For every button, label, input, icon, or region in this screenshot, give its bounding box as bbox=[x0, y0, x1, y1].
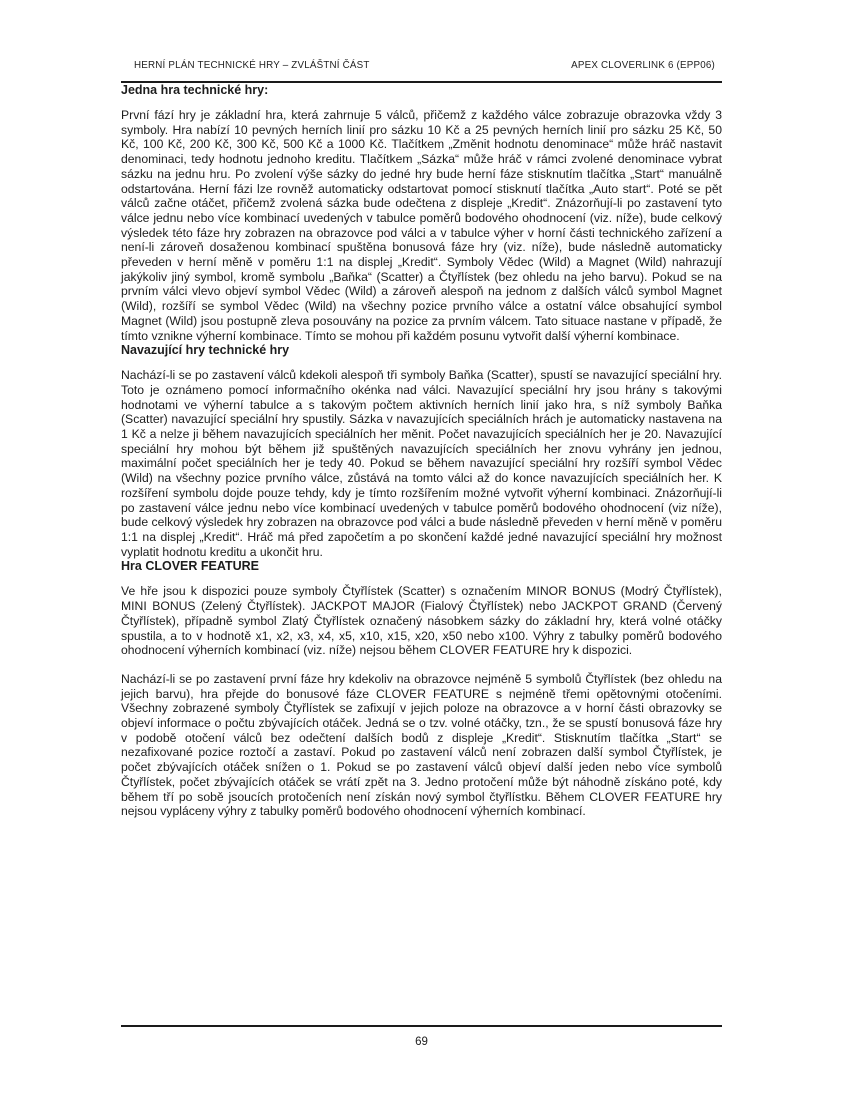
section-heading-jedna-hra: Jedna hra technické hry: bbox=[121, 83, 269, 97]
paragraph-clover-feature-symbols: Ve hře jsou k dispozici pouze symboly Čtyřlístek (Scatter) s označením MINOR BONUS (Modrý Čtyřlístek), MINI BONUS (Zelený Čtyřlístek). JACKPOT MAJOR (Fialový Čtyřlístek) nebo JACKPOT GRAND (Červený Čtyřlístek), případně symbol Zlatý Čtyřlístek označený násobkem sázky do základní hry, která volné otáčky spustila, a to v hodnotě x1, x2, x3, x4, x5, x10, x15, x20, x50 nebo x100. Výhry z tabulky poměrů bodového ohodnocení výherních kombinací (viz. níže) nejsou během CLOVER FEATURE hry k dispozici. bbox=[121, 584, 722, 658]
footer-rule bbox=[121, 1025, 722, 1027]
paragraph-jedna-hra: První fází hry je základní hra, která zahrnuje 5 válců, přičemž z každého válce zobrazuje obrazovka vždy 3 symboly. Hra nabízí 10 pevných herních linií pro sázku 10 Kč a 25 pevných herních linií pro sázku 25 Kč, 50 Kč, 100 Kč, 200 Kč, 300 Kč, 500 Kč a 1000 Kč. Tlačítkem „Změnit hodnotu denominace“ může hráč nastavit denominaci, tedy hodnotu jednoho kreditu. Tlačítkem „Sázka“ může hráč v rámci zvolené denominace vybrat sázku na jednu hru. Po zvolení výše sázky do jedné hry bude herní fáze stisknutím tlačítka „Start“ manuálně odstartována. Herní fázi lze rovněž automaticky odstartovat pomocí stisknutí tlačítka „Auto start“. Poté se pět válců začne otáčet, přičemž zvolená sázka bude odečtena z displeje „Kredit“. Znázorňují-li po zastavení tyto válce jednu nebo více kombinací uvedených v tabulce poměrů bodového ohodnocení (viz. níže), bude celkový výsledek této fáze hry zobrazen na obrazovce pod válci a v tabulce výher v horní části technického zařízení a není-li zároveň dosaženou kombinací spuštěna bonusová fáze hry (viz. níže), bude následně automaticky převeden v herní měně v poměru 1:1 na displej „Kredit“. Symboly Vědec (Wild) a Magnet (Wild) nahrazují jakýkoliv jiný symbol, kromě symbolu „Baňka“ (Scatter) a Čtyřlístek (bez ohledu na jeho barvu). Pokud se na prvním válci vlevo objeví symbol Vědec (Wild) a zároveň alespoň na jednom z dalších válců symbol Magnet (Wild), rozšíří se symbol Vědec (Wild) na všechny pozice prvního válce a ostatní válce obsahující symbol Magnet (Wild) jsou postupně zleva posouvány na pozice za prvním válcem. Tato situace nastane v případě, že tímto vznikne výherní kombinace. Tímto se mohou při každém posunu vytvořit další výherní kombinace. bbox=[121, 108, 722, 343]
header-left-title: HERNÍ PLÁN TECHNICKÉ HRY – ZVLÁŠTNÍ ČÁST bbox=[134, 60, 370, 71]
page-number: 69 bbox=[415, 1036, 428, 1048]
section-heading-clover-feature: Hra CLOVER FEATURE bbox=[121, 559, 259, 574]
paragraph-clover-feature-rules: Nachází-li se po zastavení první fáze hry kdekoliv na obrazovce nejméně 5 symbolů Čtyřlístek (bez ohledu na jejich barvu), hra přejde do bonusové fáze CLOVER FEATURE s nejméně třemi opětovnými otočeními. Všechny zobrazené symboly Čtyřlístek se zafixují v jejich poloze na obrazovce a v horní části obrazovky se objeví informace o počtu zbývajících otáček. Jedná se o tzv. volné otáčky, tzn., že se spustí bonusová fáze hry v podobě otočení válců bez odečtení dalších bodů z displeje „Kredit“. Stisknutím tlačítka „Start“ se nezafixované pozice roztočí a zastaví. Pokud po zastavení válců není zobrazen další symbol Čtyřlístek, je počet zbývajících otáček snížen o 1. Pokud se po zastavení válců objeví další jeden nebo více symbolů Čtyřlístek, počet zbývajících otáček se vrátí zpět na 3. Jedno protočení může být náhodně získáno poté, kdy během tří po sobě jsoucích protočeních není získán nový symbol čtyřlístku. Během CLOVER FEATURE hry nejsou vypláceny výhry z tabulky poměrů bodového ohodnocení výherních kombinací. bbox=[121, 671, 722, 819]
header-right-title: APEX CLOVERLINK 6 (EPP06) bbox=[571, 60, 715, 71]
section-heading-navazujici-hry: Navazující hry technické hry bbox=[121, 343, 290, 358]
page-header bbox=[121, 60, 722, 71]
page-content bbox=[121, 0, 722, 819]
paragraph-navazujici-hry: Nachází-li se po zastavení válců kdekoli alespoň tři symboly Baňka (Scatter), spustí se navazující speciální hry. Toto je oznámeno pomocí informačního okénka nad válci. Navazující speciální hry jsou hrány s takovými hodnotami ve výherní tabulce a s takovým počtem aktivních herních linií jako hra, s níž symboly Baňka (Scatter) navazující speciální hry spustily. Sázka v navazujících speciálních hrách je automaticky nastavena na 1 Kč a nelze ji během navazujících speciálních her měnit. Počet navazujících speciálních her je 20. Navazující speciální hry mohou být během již spuštěných navazujících speciálních her znovu vyhrány jen jednou, maximální počet speciálních her je tedy 40. Pokud se během navazující speciální hry rozšíří symbol Vědec (Wild) na všechny pozice prvního válce, zůstává na tomto válci až do konce navazujících speciálních her. K rozšíření symbolu dojde pouze tehdy, kdy je tímto rozšířením možné vytvořit výherní kombinaci. Znázorňují-li po zastavení válce jednu nebo více kombinací uvedených v tabulce poměrů bodového ohodnocení (viz níže), bude celkový výsledek hry zobrazen na obrazovce pod válci a bude následně převeden v herní měně v poměru 1:1 na displej „Kredit“. Hráč má před započetím a po skončení každé jedné navazující speciální hry možnost vyplatit hodnotu kreditu a ukončit hru. bbox=[121, 368, 722, 559]
